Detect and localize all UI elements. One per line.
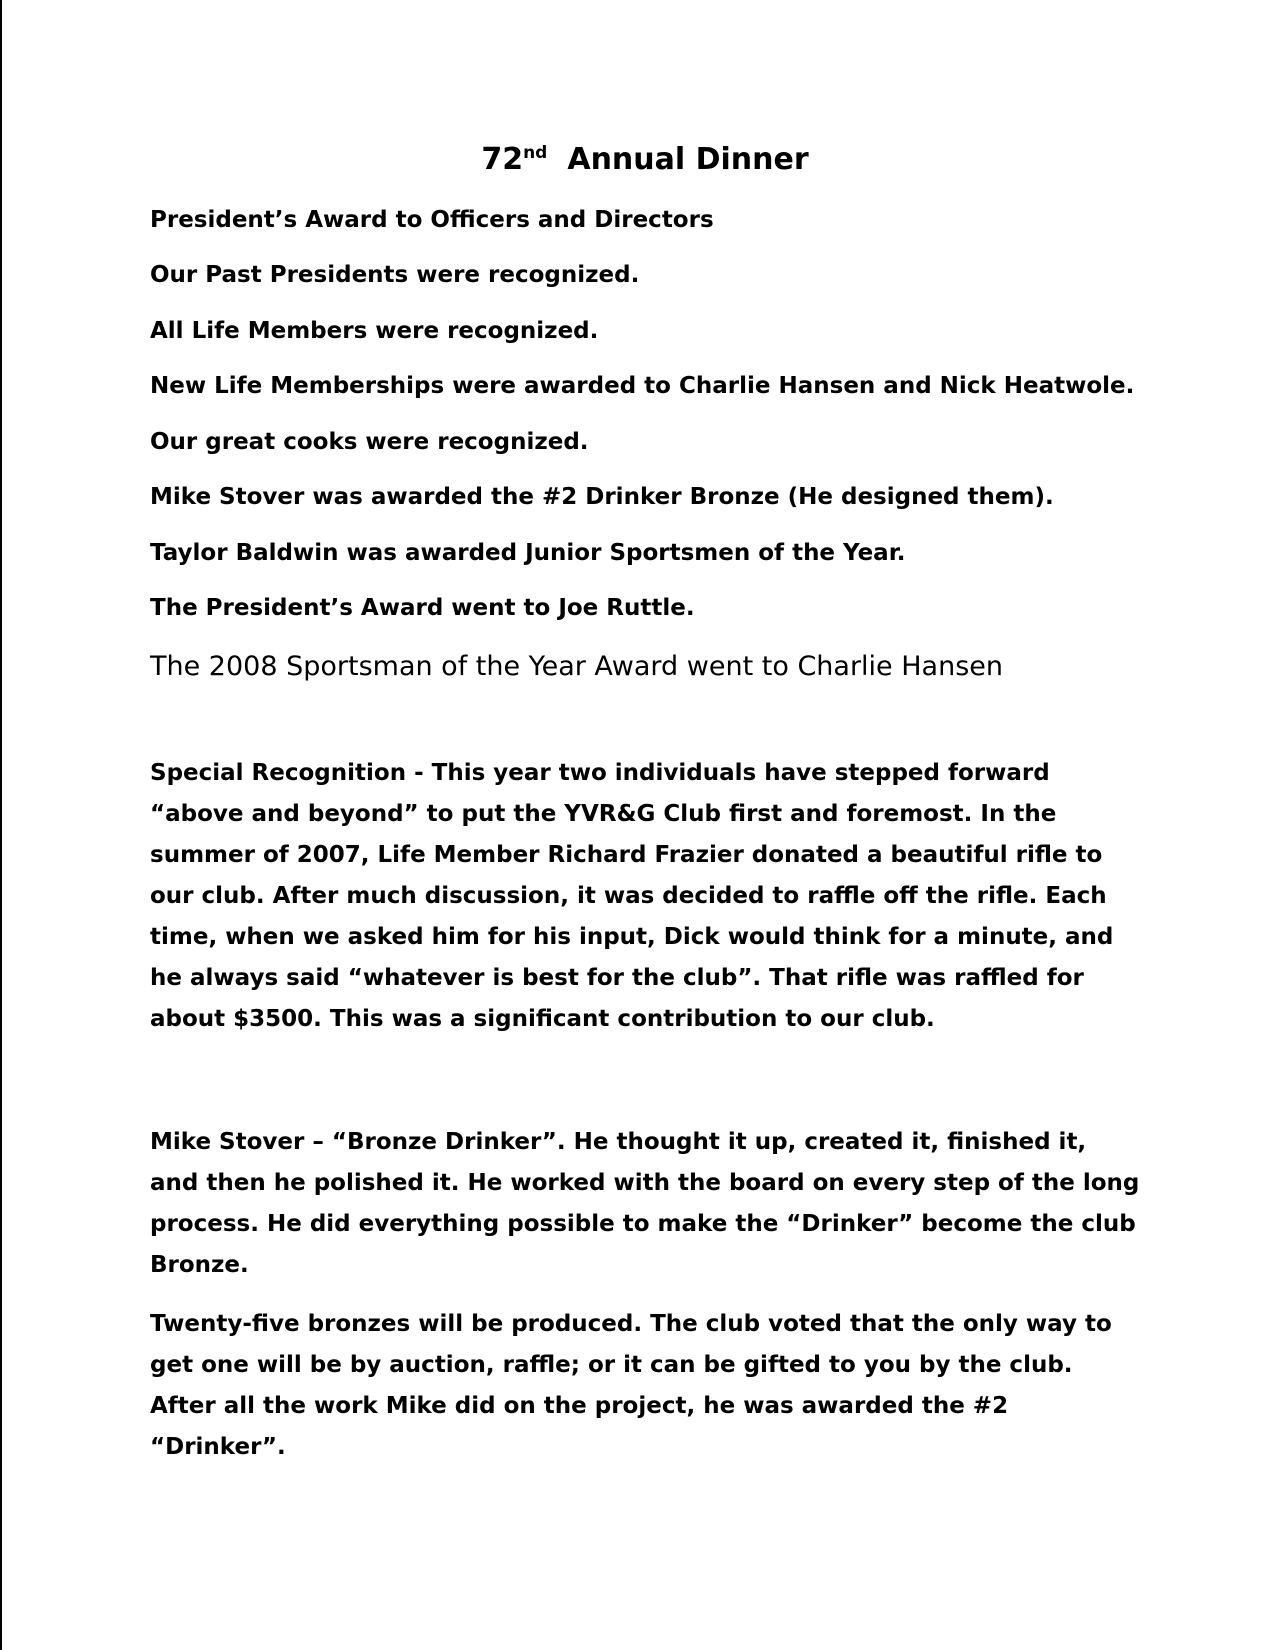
page-title	[150, 140, 1140, 179]
paragraph-bronzes-produced: Twenty-five bronzes will be produced. The club voted that the only way to get one will be by auction, raffle; or it can be gifted to you by the club. After all the work Mike did on the project, he was awarded the #2 “Drinker”.	[150, 1310, 1112, 1460]
sportsman-of-year-line: The 2008 Sportsman of the Year Award went to Charlie Hansen	[150, 650, 1004, 682]
award-line-past-presidents: Our Past Presidents were recognized.	[150, 262, 640, 289]
document-page	[150, 140, 1140, 1468]
award-line-cooks: Our great cooks were recognized.	[150, 428, 589, 455]
title-number: 72	[481, 142, 524, 177]
award-line-life-members: All Life Members were recognized.	[150, 317, 599, 344]
title-ordinal-suffix: nd	[523, 143, 548, 163]
award-line-new-life-memberships: New Life Memberships were awarded to Charlie Hansen and Nick Heatwole.	[150, 373, 1135, 400]
award-line-presidents-award: The President’s Award went to Joe Ruttle.	[150, 595, 695, 622]
award-line-officers: President’s Award to Officers and Directors	[150, 207, 714, 233]
page-edge-line	[0, 0, 2, 1650]
paragraph-special-recognition: Special Recognition - This year two individuals have stepped forward “above and beyond” to put the YVR&G Club first and foremost. In the summer of 2007, Life Member Richard Frazier donated a beautiful rifle to our club. After much discussion, it was decided to raffle off the rifle. Each time, when we asked him for his input, Dick would think for a minute, and he always said “whatever is best for the club”. That rifle was raffled for about $3500. This was a significant contribution to our club.	[150, 759, 1114, 1032]
paragraph-bronze-drinker: Mike Stover – “Bronze Drinker”. He thought it up, created it, finished it, and then he polished it. He worked with the board on every step of the long process. He did everything possible to make the “Drinker” become the club Bronze.	[150, 1128, 1140, 1278]
award-line-drinker-bronze: Mike Stover was awarded the #2 Drinker Bronze (He designed them).	[150, 484, 1054, 511]
title-text: Annual Dinner	[567, 142, 809, 177]
award-line-junior-sportsmen: Taylor Baldwin was awarded Junior Sportsmen of the Year.	[150, 539, 906, 566]
